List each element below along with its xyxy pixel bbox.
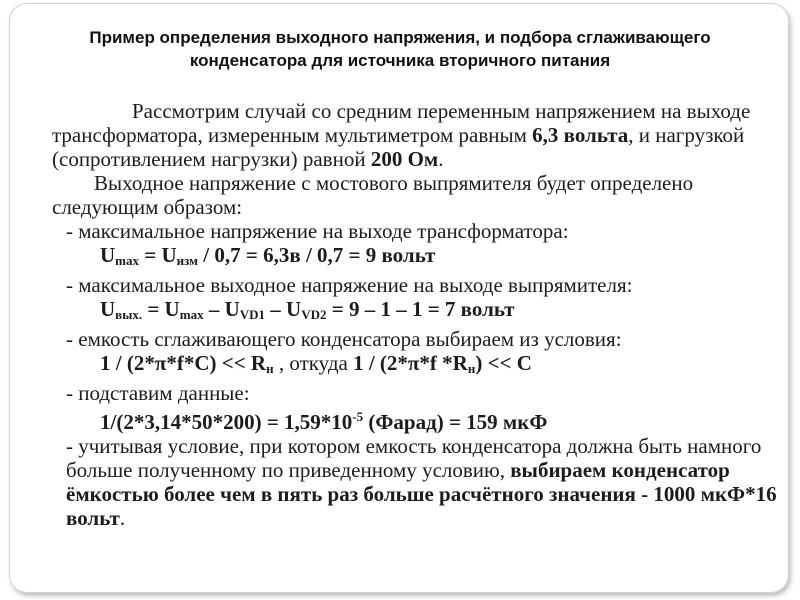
formula-2 — [52, 297, 782, 327]
f1-u: U — [100, 243, 116, 267]
f3-sub-n2: н — [467, 361, 476, 376]
formula-1 — [52, 243, 782, 273]
page-title — [10, 26, 790, 72]
f3-c: 1 / (2*π*f *R — [353, 351, 468, 375]
title-line-1: Пример определения выходного напряжения, и подбора сглаживающего — [89, 28, 711, 47]
f3-a: 1 / (2*π*f*C) << R — [100, 351, 267, 375]
slide-frame — [9, 3, 789, 593]
item-3: - емкость сглаживающего конденсатора выбираем из условия: — [66, 327, 622, 351]
f2-u: U — [100, 297, 116, 321]
f2-sub-max: max — [179, 307, 204, 322]
resistance-value: 200 Ом — [370, 147, 439, 171]
voltage-value: 6,3 вольта — [532, 123, 629, 147]
formula-4 — [52, 405, 782, 434]
intro-paragraph — [52, 99, 782, 171]
f3-sub-n1: н — [266, 361, 274, 376]
f4-b: (Фарад) = 159 мкФ — [363, 410, 548, 434]
f1-sub-max: max — [115, 253, 140, 268]
f1-rest: / 0,7 = 6,3в / 0,7 = 9 вольт — [198, 243, 436, 267]
f2-sub-vyh: вых. — [115, 307, 143, 322]
item-5-bold: выбираем конденсатор ёмкостью более чем в пять раз больше расчётного значения - 1000 мкФ*16 вольт — [66, 458, 777, 530]
f2-sub-vd1: VD1 — [239, 307, 266, 322]
title-line-2: конденсатора для источника вторичного питания — [189, 51, 611, 70]
f2-rest: = 9 – 1 – 1 = 7 вольт — [326, 297, 515, 321]
f2-minus-2: – U — [265, 297, 302, 321]
intro-text-3: . — [438, 147, 444, 171]
second-paragraph: Выходное напряжение с мостового выпрямителя будет определено следующим образом: — [52, 171, 694, 219]
f3-d: ) << C — [475, 351, 532, 375]
f2-minus-1: – U — [203, 297, 240, 321]
item-5-end: . — [119, 506, 126, 530]
intro-text-2: , и нагрузкой (сопротивлением нагрузки) равной — [52, 123, 745, 171]
f3-b: , откуда — [273, 351, 354, 375]
item-5 — [52, 434, 782, 530]
f2-eq: = U — [142, 297, 180, 321]
f2-sub-vd2: VD2 — [301, 307, 327, 322]
item-5-text: - учитывая условие, при котором емкость конденсатора должна быть намного больше полученному по приведенному условию, — [66, 434, 762, 482]
item-4: - подставим данные: — [66, 381, 250, 405]
formula-3 — [52, 351, 782, 381]
f1-eq: = U — [139, 243, 177, 267]
f4-a: 1/(2*3,14*50*200) = 1,59*10 — [100, 410, 353, 434]
body-text — [52, 99, 782, 530]
f1-sub-izm: изм — [176, 253, 199, 268]
item-2: - максимальное выходное напряжение на выходе выпрямителя: — [66, 273, 633, 297]
f4-exp: -5 — [352, 409, 364, 424]
item-1: - максимальное напряжение на выходе трансформатора: — [66, 219, 569, 243]
intro-text-1: Рассмотрим случай со средним переменным напряжением на выходе трансформатора, измеренным мультиметром равным — [52, 99, 751, 147]
